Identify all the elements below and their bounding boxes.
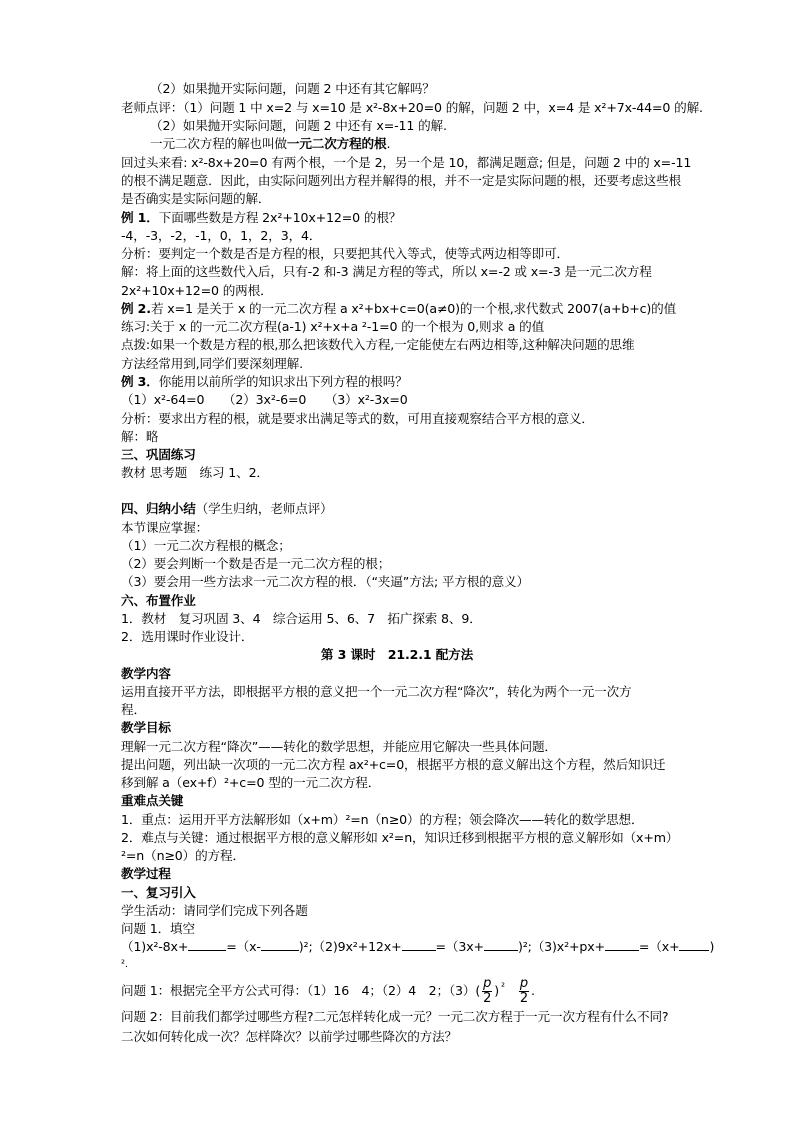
text-line: 问题 2：目前我们都学过哪些方程?二元怎样转化成一元？一元二次方程于一元一次方程有什么不同? <box>121 1009 669 1024</box>
section-heading: 三、巩固练习 <box>121 447 196 462</box>
text-line: （2）要会判断一个数是否是一元二次方程的根； <box>121 556 391 571</box>
example-label: 例 3． <box>121 374 159 389</box>
text-line: 方法经常用到,同学们要深刻理解. <box>121 356 303 371</box>
section-heading: 教学目标 <box>121 720 171 735</box>
text-line: 2x²+10x+12=0 的两根． <box>121 283 273 298</box>
text-line: （1）x²-64=0 （2）3x²-6=0 （3）x²-3x=0 <box>121 392 408 407</box>
text-line: （1）一元二次方程根的概念； <box>121 538 291 553</box>
text-line: 老师点评：（1）问题 1 中 x=2 与 x=10 是 x²-8x+20=0 的解，问题 2 中，x=4 是 x²+7x-44=0 的解. <box>121 100 703 115</box>
text-span: . <box>530 983 535 999</box>
fill-blank-line <box>121 938 714 956</box>
lesson-title: 第 3 课时 21.2.1 配方法 <box>320 647 474 662</box>
section-heading: 四、归纳小结 <box>121 501 196 516</box>
fraction-numerator: p <box>483 976 492 992</box>
text-line: 理解一元二次方程“降次”——转化的数学思想，并能应用它解决一些具体问题． <box>121 739 557 754</box>
term-definition: 一元二次方程的根 <box>286 136 387 151</box>
text-span: =（3x+ <box>435 939 484 954</box>
text-line <box>150 135 390 153</box>
text-line: 解：略 <box>121 429 159 444</box>
text-line: 练习:关于 x 的一元二次方程(a-1) x²+x+a ²-1=0 的一个根为 0,则求 a 的值 <box>121 319 545 334</box>
text-span: )²;（3)x²+px+ <box>517 939 605 954</box>
blank-field[interactable] <box>188 938 226 951</box>
text-line: 分析：要求出方程的根，就是要求出满足等式的数，可用直接观察结合平方根的意义． <box>121 411 594 426</box>
text-span: 下面哪些数是方程 2x²+10x+12=0 的根？ <box>158 210 402 225</box>
text-line: 教材 思考题 练习 1、2． <box>121 465 269 480</box>
text-span: =（x- <box>226 939 261 954</box>
text-line: 二次如何转化成一次？怎样降次？以前学过哪些降次的方法？ <box>121 1029 457 1044</box>
text-span: 一元二次方程的解也叫做 <box>150 136 287 151</box>
text-span: )²;（2)9x²+12x+ <box>298 939 402 954</box>
text-line: 本节课应掌握： <box>121 520 209 535</box>
fraction <box>482 977 492 1006</box>
text-span: =（x+ <box>638 939 680 954</box>
fraction-numerator: p <box>519 976 528 992</box>
section-heading: 教学内容 <box>121 666 171 681</box>
text-line: 2．难点与关键：通过根据平方根的意义解形如 x²=n，知识迁移到根据平方根的意义解形如（x+m） <box>121 830 679 845</box>
blank-field[interactable] <box>484 938 518 951</box>
section-heading: 一、复习引入 <box>121 885 196 900</box>
text-line: （2）如果抛开实际问题，问题 2 中还有其它解吗？ <box>150 81 435 96</box>
example-label: 例 1． <box>121 210 159 225</box>
section-heading-line <box>121 500 333 518</box>
text-line: 2．选用课时作业设计． <box>121 629 254 644</box>
section-heading: 重难点关键 <box>121 793 184 808</box>
text-line: 1．教材 复习巩固 3、4 综合运用 5、6、7 拓广探索 8、9． <box>121 611 482 626</box>
text-line: 分析：要判定一个数是否是方程的根，只要把其代入等式，使等式两边相等即可． <box>121 246 569 261</box>
text-line: -4，-3，-2，-1，0，1，2，3，4． <box>121 228 322 243</box>
text-line: 解：将上面的这些数代入后，只有-2 和-3 满足方程的等式，所以 x=-2 或 x=-3 是一元二次方程 <box>121 264 652 279</box>
text-span: 若 x=1 是关于 x 的一元二次方程 a x²+bx+c=0(a≠0)的一个根,求代数式 2007(a+b+c)的值 <box>150 301 677 316</box>
section-heading: 教学过程 <box>121 866 171 881</box>
blank-field[interactable] <box>261 938 299 951</box>
text-line: ². <box>121 959 128 970</box>
text-span: （1)x²-8x+ <box>121 939 189 954</box>
text-span: . <box>386 136 391 151</box>
blank-field[interactable] <box>679 938 709 951</box>
example-line <box>121 300 676 318</box>
answer-line <box>121 976 535 1006</box>
text-line: 提出问题，列出缺一次项的一元二次方程 ax²+c=0，根据平方根的意义解出这个方程，然后知识迁 <box>121 757 666 772</box>
text-line: 是否确实是实际问题的解． <box>121 191 271 206</box>
text-span: 问题 1：根据完全平方公式可得：（1）16 4；（2）4 2；（3）( <box>121 983 481 999</box>
text-line: 运用直接开平方法，即根据平方根的意义把一个一元二次方程“降次”，转化为两个一元一次方 <box>121 684 632 699</box>
fraction <box>519 977 529 1006</box>
blank-field[interactable] <box>605 938 639 951</box>
text-span: （学生归纳，老师点评） <box>195 501 333 516</box>
text-line: （2）如果抛开实际问题，问题 2 中还有 x=-11 的解. <box>150 118 447 133</box>
text-line: 回过头来看: x²-8x+20=0 有两个根，一个是 2，另一个是 10，都满足题意; 但是，问题 2 中的 x=-11 <box>121 155 692 170</box>
text-span: ) <box>494 983 500 999</box>
fraction-denominator: 2 <box>483 991 492 1007</box>
text-line: 的根不满足题意．因此，由实际问题列出方程并解得的根，并不一定是实际问题的根，还要考虑这些根 <box>121 173 681 188</box>
section-heading: 六、布置作业 <box>121 593 196 608</box>
text-line: ²=n（n≥0）的方程． <box>121 848 245 863</box>
text-span: ) <box>709 939 715 954</box>
text-line: 点拨:如果一个数是方程的根,那么把该数代入方程,一定能使左右两边相等,这种解决问题的思维 <box>121 337 635 352</box>
text-span: 你能用以前所学的知识求出下列方程的根吗？ <box>158 374 408 389</box>
example-line <box>121 209 401 227</box>
superscript: ² <box>501 982 505 993</box>
text-line: 程． <box>121 702 146 717</box>
blank-field[interactable] <box>402 938 436 951</box>
text-line: 学生活动：请同学们完成下列各题 <box>121 903 308 918</box>
fraction-denominator: 2 <box>519 991 528 1007</box>
text-line: 移到解 a（ex+f）²+c=0 型的一元二次方程． <box>121 775 381 790</box>
text-line: 1．重点：运用开平方法解形如（x+m）²=n（n≥0）的方程；领会降次——转化的数学思想． <box>121 812 644 827</box>
text-line: （3）要会用一些方法求一元二次方程的根．（“夹逼”方法; 平方根的意义） <box>121 574 530 589</box>
text-line: 问题 1．填空 <box>121 921 195 936</box>
example-label: 例 2. <box>121 301 151 316</box>
example-line <box>121 373 408 391</box>
